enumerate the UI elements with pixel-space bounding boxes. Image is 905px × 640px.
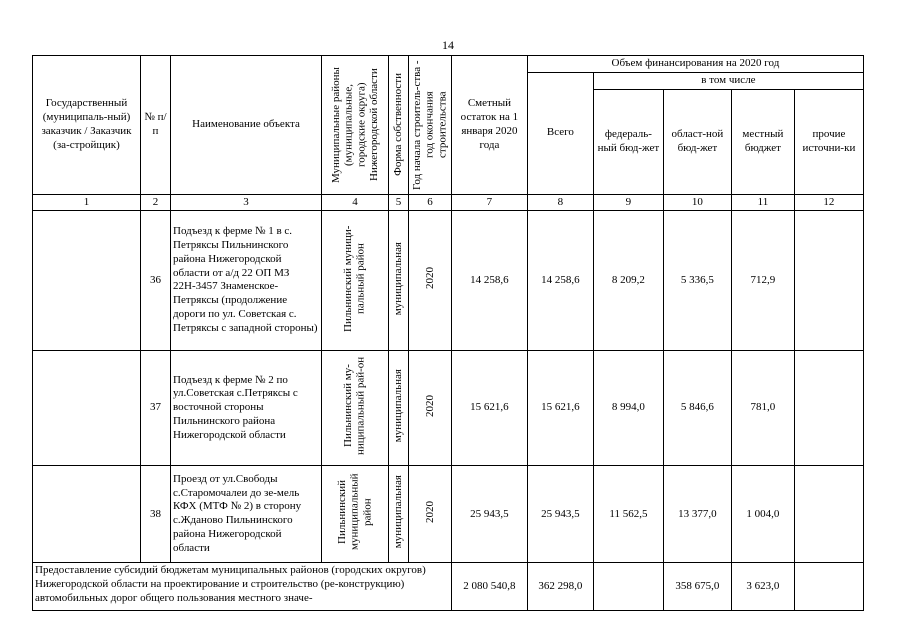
header-municipality-cell bbox=[322, 56, 389, 195]
regional-value: 5 336,5 bbox=[663, 210, 731, 350]
year-cell bbox=[409, 210, 452, 350]
other-value bbox=[794, 210, 863, 350]
header-object-name: Наименование объекта bbox=[171, 56, 322, 195]
ownership-cell bbox=[389, 210, 409, 350]
year-cell bbox=[409, 466, 452, 563]
column-number: 9 bbox=[593, 194, 663, 210]
year: 2020 bbox=[423, 501, 436, 524]
ownership: муниципальная bbox=[392, 369, 405, 443]
subsidy-federal bbox=[593, 563, 663, 611]
budget-table bbox=[32, 55, 864, 611]
header-funding: Объем финансирования на 2020 год bbox=[527, 56, 863, 73]
header-estimate: Сметный остаток на 1 января 2020 года bbox=[451, 56, 527, 195]
year: 2020 bbox=[423, 267, 436, 290]
subsidy-total: 362 298,0 bbox=[527, 563, 593, 611]
regional-value: 13 377,0 bbox=[663, 466, 731, 563]
municipality: Пильнинский муниципальный район bbox=[336, 473, 374, 551]
column-number-row bbox=[33, 194, 864, 210]
local-value: 781,0 bbox=[731, 350, 794, 465]
federal-value: 8 209,2 bbox=[593, 210, 663, 350]
table-row bbox=[33, 350, 864, 465]
customer-cell bbox=[33, 466, 141, 563]
header-years-cell bbox=[409, 56, 452, 195]
regional-value: 5 846,6 bbox=[663, 350, 731, 465]
column-number: 1 bbox=[33, 194, 141, 210]
header-total: Всего bbox=[527, 72, 593, 194]
row-number: 38 bbox=[141, 466, 171, 563]
subsidy-other bbox=[794, 563, 863, 611]
column-number: 12 bbox=[794, 194, 863, 210]
municipality: Пильнинский му-ниципальный рай-он bbox=[342, 356, 367, 455]
object-name: Подъезд к ферме № 1 в с. Петряксы Пильнинского района Нижегородской области от а/д 22 ОП МЗ 22Н-3457 Знаменское-Петряксы (продолжение дороги по ул. Советская с. Петряксы с западной стороны) bbox=[171, 210, 322, 350]
federal-value: 11 562,5 bbox=[593, 466, 663, 563]
column-number: 4 bbox=[322, 194, 389, 210]
header-including: в том числе bbox=[593, 72, 863, 89]
estimate-value: 14 258,6 bbox=[451, 210, 527, 350]
header-local: местный бюджет bbox=[731, 89, 794, 194]
ownership: муниципальная bbox=[392, 241, 405, 315]
municipality: Пильнинский муници-пальный район bbox=[342, 224, 367, 332]
header-municipality: Муниципальные районы (муниципальные, городские округа) Нижегородской области bbox=[329, 66, 380, 183]
header-customer: Государственный (муниципаль-ный) заказчик / Заказчик (за-стройщик) bbox=[33, 56, 141, 195]
federal-value: 8 994,0 bbox=[593, 350, 663, 465]
header-other: прочие источни-ки bbox=[794, 89, 863, 194]
local-value: 1 004,0 bbox=[731, 466, 794, 563]
column-number: 8 bbox=[527, 194, 593, 210]
municipality-cell bbox=[322, 350, 389, 465]
local-value: 712,9 bbox=[731, 210, 794, 350]
header-row-1 bbox=[33, 56, 864, 73]
customer-cell bbox=[33, 210, 141, 350]
column-number: 2 bbox=[141, 194, 171, 210]
object-name: Подъезд к ферме № 2 по ул.Советская с.Петряксы с восточной стороны Пильнинского района Нижегородской области bbox=[171, 350, 322, 465]
column-number: 10 bbox=[663, 194, 731, 210]
total-value: 15 621,6 bbox=[527, 350, 593, 465]
column-number: 6 bbox=[409, 194, 452, 210]
subsidy-row bbox=[33, 563, 864, 611]
header-ownership-cell bbox=[389, 56, 409, 195]
subsidy-regional: 358 675,0 bbox=[663, 563, 731, 611]
row-number: 36 bbox=[141, 210, 171, 350]
row-number: 37 bbox=[141, 350, 171, 465]
subsidy-estimate: 2 080 540,8 bbox=[451, 563, 527, 611]
object-name: Проезд от ул.Свободы с.Старомочалеи до зе-мель КФХ (МТФ № 2) в сторону с.Жданово Пильнинского района Нижегородской области bbox=[171, 466, 322, 563]
total-value: 14 258,6 bbox=[527, 210, 593, 350]
subsidy-local: 3 623,0 bbox=[731, 563, 794, 611]
ownership-cell bbox=[389, 350, 409, 465]
header-years: Год начала строитель-ства - год окончания строительства bbox=[411, 60, 449, 190]
subsidy-text: Предоставление субсидий бюджетам муниципальных районов (городских округов) Нижегородской области на проектирование и строительство (ре-конструкцию) автомобильных дорог общего пользования местного значе- bbox=[33, 563, 452, 611]
ownership-cell bbox=[389, 466, 409, 563]
column-number: 7 bbox=[451, 194, 527, 210]
estimate-value: 15 621,6 bbox=[451, 350, 527, 465]
municipality-cell bbox=[322, 210, 389, 350]
year-cell bbox=[409, 350, 452, 465]
header-num: № п/п bbox=[141, 56, 171, 195]
other-value bbox=[794, 466, 863, 563]
customer-cell bbox=[33, 350, 141, 465]
municipality-cell bbox=[322, 466, 389, 563]
header-regional: област-ной бюд-жет bbox=[663, 89, 731, 194]
page-number: 14 bbox=[442, 38, 454, 52]
table-row bbox=[33, 466, 864, 563]
header-federal: федераль-ный бюд-жет bbox=[593, 89, 663, 194]
column-number: 5 bbox=[389, 194, 409, 210]
other-value bbox=[794, 350, 863, 465]
estimate-value: 25 943,5 bbox=[451, 466, 527, 563]
column-number: 3 bbox=[171, 194, 322, 210]
total-value: 25 943,5 bbox=[527, 466, 593, 563]
ownership: муниципальная bbox=[392, 475, 405, 549]
table-row bbox=[33, 210, 864, 350]
header-ownership: Форма собственности bbox=[392, 73, 405, 177]
column-number: 11 bbox=[731, 194, 794, 210]
year: 2020 bbox=[423, 394, 436, 417]
